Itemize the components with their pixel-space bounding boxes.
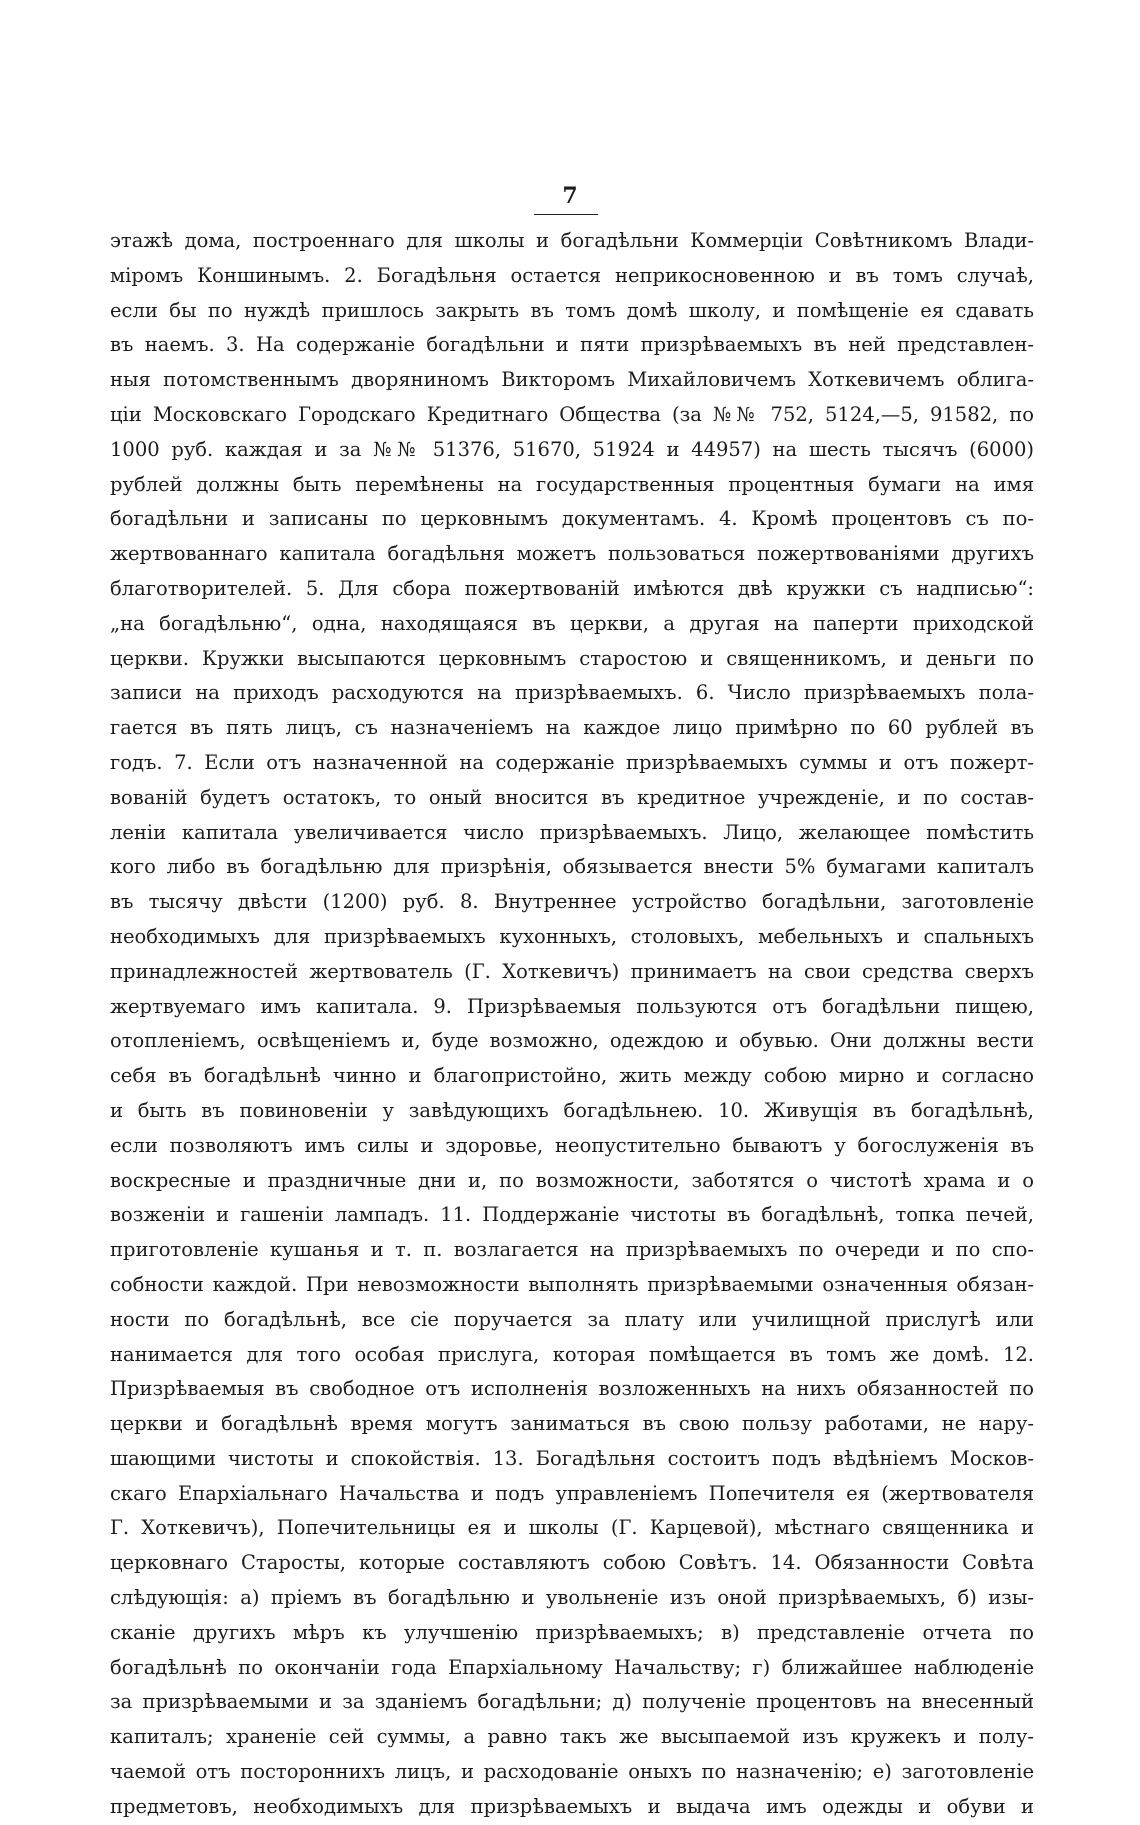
- text-line: шающими чистоты и спокойствія. 13. Богадѣльня состоитъ подъ вѣдѣніемъ Москов-: [110, 1446, 1034, 1470]
- text-line: вованій будетъ остатокъ, то оный вносится въ кредитное учрежденіе, и по состав-: [110, 785, 1034, 809]
- text-line: собности каждой. При невозможности выполнять призрѣваемыми означенныя обязан-: [110, 1272, 1034, 1296]
- text-line: чаемой отъ постороннихъ лицъ, и расходованіе оныхъ по назначенію; е) заготовленіе: [110, 1760, 1034, 1784]
- page-number: 7: [562, 183, 578, 209]
- text-line: 1000 руб. каждая и за №№ 51376, 51670, 51924 и 44957) на шесть тысячъ (6000): [110, 437, 1034, 461]
- text-line: возженіи и гашеніи лампадъ. 11. Поддержаніе чистоты въ богадѣльнѣ, топка печей,: [110, 1203, 1034, 1227]
- text-line: нанимается для того особая прислуга, которая помѣщается въ томъ же домѣ. 12.: [110, 1342, 1034, 1366]
- text-line: жертвуемаго имъ капитала. 9. Призрѣваемыя пользуются отъ богадѣльни пищею,: [110, 994, 1034, 1018]
- text-line: предметовъ, необходимыхъ для призрѣваемыхъ и выдача имъ одежды и обуви и: [110, 1794, 1034, 1818]
- text-line: въ наемъ. 3. На содержаніе богадѣльни и пяти призрѣваемыхъ въ ней представлен-: [110, 333, 1034, 357]
- text-line: жертвованнаго капитала богадѣльня можетъ пользоваться пожертвованіями другихъ: [110, 542, 1034, 566]
- text-line: этажѣ дома, построеннаго для школы и богадѣльни Коммерціи Совѣтникомъ Влади-: [110, 229, 1034, 252]
- text-line: годъ. 7. Если отъ назначенной на содержаніе призрѣваемыхъ суммы и отъ пожерт-: [110, 750, 1034, 774]
- text-line: кого либо въ богадѣльню для призрѣнія, обязывается внести 5% бумагами капиталъ: [110, 855, 1034, 879]
- text-line: себя въ богадѣльнѣ чинно и благопристойно, жить между собою мирно и согласно: [110, 1064, 1034, 1088]
- text-line: капиталъ; храненіе сей суммы, а равно такъ же высыпаемой изъ кружекъ и полу-: [110, 1725, 1034, 1749]
- text-line: богадѣльни и записаны по церковнымъ документамъ. 4. Кромѣ процентовъ съ по-: [110, 507, 1034, 531]
- text-line: приготовленіе кушанья и т. п. возлагается на призрѣваемыхъ по очереди и по спо-: [110, 1238, 1034, 1262]
- text-line: воскресные и праздничные дни и, по возможности, заботятся о чистотѣ храма и о: [110, 1168, 1034, 1192]
- body-text: [110, 224, 1034, 1825]
- text-line: ности по богадѣльнѣ, все сіе поручается за плату или училищной прислугѣ или: [110, 1307, 1034, 1331]
- text-line: принадлежностей жертвователь (Г. Хоткевичъ) принимаетъ на свои средства сверхъ: [110, 959, 1034, 983]
- text-line: міромъ Коншинымъ. 2. Богадѣльня остается неприкосновенною и въ томъ случаѣ,: [110, 263, 1034, 287]
- text-line: сканіе другихъ мѣръ къ улучшенію призрѣваемыхъ; в) представленіе отчета по: [110, 1620, 1034, 1644]
- text-line: если бы по нуждѣ пришлось закрыть въ томъ домѣ школу, и помѣщеніе ея сдавать: [110, 298, 1034, 322]
- text-line: необходимыхъ для призрѣваемыхъ кухонныхъ, столовыхъ, мебельныхъ и спальныхъ: [110, 924, 1034, 948]
- text-line: и быть въ повиновеніи у завѣдующихъ богадѣльнею. 10. Живущія въ богадѣльнѣ,: [110, 1098, 1034, 1122]
- text-line: леніи капитала увеличивается число призрѣваемыхъ. Лицо, желающее помѣстить: [110, 820, 1034, 844]
- text-line: церкви. Кружки высыпаются церковнымъ старостою и священникомъ, и деньги по: [110, 646, 1034, 670]
- text-line: церкви и богадѣльнѣ время могутъ заниматься въ свою пользу работами, не нару-: [110, 1412, 1034, 1436]
- text-line: за призрѣваемыми и за зданіемъ богадѣльни; д) полученіе процентовъ на внесенный: [110, 1690, 1034, 1714]
- text-line: ныя потомственнымъ дворяниномъ Викторомъ Михайловичемъ Хоткевичемъ облига-: [110, 368, 1034, 392]
- text-line: записи на приходъ расходуются на призрѣваемыхъ. 6. Число призрѣваемыхъ пола-: [110, 681, 1034, 705]
- page-number-rule: [534, 214, 598, 215]
- text-line: церковнаго Старосты, которые составляютъ собою Совѣтъ. 14. Обязанности Совѣта: [110, 1551, 1034, 1575]
- text-line: „на богадѣльню“, одна, находящаяся въ церкви, а другая на паперти приходской: [110, 611, 1034, 635]
- text-line: ціи Московскаго Городскаго Кредитнаго Общества (за №№ 752, 5124,—5, 91582, по: [110, 402, 1034, 426]
- text-line: слѣдующія: а) пріемъ въ богадѣльню и увольненіе изъ оной призрѣваемыхъ, б) изы-: [110, 1586, 1034, 1610]
- text-line: въ тысячу двѣсти (1200) руб. 8. Внутреннее устройство богадѣльни, заготовленіе: [110, 890, 1034, 914]
- text-line: Г. Хоткевичъ), Попечительницы ея и школы (Г. Карцевой), мѣстнаго священника и: [110, 1516, 1034, 1540]
- text-line: скаго Епархіальнаго Начальства и подъ управленіемъ Попечителя ея (жертвователя: [110, 1481, 1034, 1505]
- text-line: рублей должны быть перемѣнены на государственныя процентныя бумаги на имя: [110, 472, 1034, 496]
- text-line: гается въ пять лицъ, съ назначеніемъ на каждое лицо примѣрно по 60 рублей въ: [110, 716, 1034, 740]
- text-line: отопленіемъ, освѣщеніемъ и, буде возможно, одеждою и обувью. Они должны вести: [110, 1029, 1034, 1053]
- text-line: богадѣльнѣ по окончаніи года Епархіальному Начальству; г) ближайшее наблюденіе: [110, 1655, 1034, 1679]
- text-line: если позволяютъ имъ силы и здоровье, неопустительно бываютъ у богослуженія въ: [110, 1133, 1034, 1157]
- text-line: Призрѣваемыя въ свободное отъ исполненія возложенныхъ на нихъ обязанностей по: [110, 1377, 1034, 1401]
- text-line: благотворителей. 5. Для сбора пожертвованій имѣются двѣ кружки съ надписью“:: [110, 576, 1034, 600]
